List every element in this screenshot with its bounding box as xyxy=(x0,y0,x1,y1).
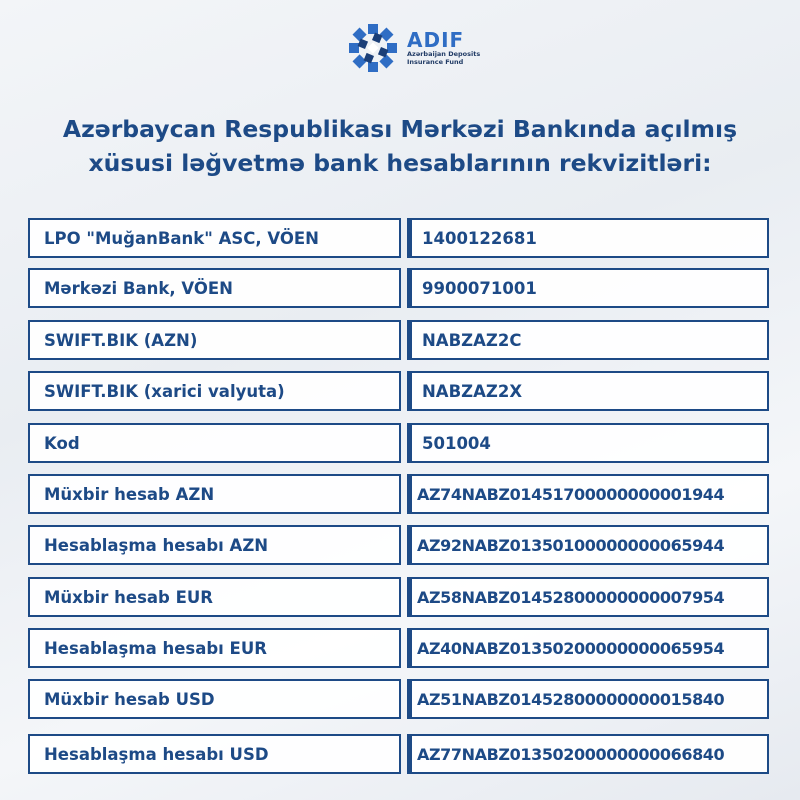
row-value: AZ92NABZ01350100000000065944 xyxy=(407,525,769,565)
page-title xyxy=(0,112,800,180)
row-label: SWIFT.BIK (AZN) xyxy=(28,320,401,360)
title-line-2: xüsusi ləğvetmə bank hesablarının rekvizitləri: xyxy=(88,149,712,177)
table-row xyxy=(28,628,771,668)
row-label: LPO "MuğanBank" ASC, VÖEN xyxy=(28,218,401,258)
table-row xyxy=(28,525,771,565)
table-row xyxy=(28,268,771,308)
row-value: AZ74NABZ01451700000000001944 xyxy=(407,474,769,514)
row-value: 501004 xyxy=(407,423,769,463)
logo-subtitle-1: Azərbaijan Deposits xyxy=(407,50,481,58)
row-value: AZ77NABZ01350200000000066840 xyxy=(407,734,769,774)
table-row xyxy=(28,218,771,258)
table-row xyxy=(28,577,771,617)
table-row xyxy=(28,734,771,774)
adif-emblem-icon xyxy=(347,22,399,74)
logo-name: ADIF xyxy=(407,28,465,52)
row-value: NABZAZ2C xyxy=(407,320,769,360)
row-value: AZ51NABZ01452800000000015840 xyxy=(407,679,769,719)
row-value: AZ40NABZ01350200000000065954 xyxy=(407,628,769,668)
row-label: Müxbir hesab EUR xyxy=(28,577,401,617)
table-row xyxy=(28,371,771,411)
row-label: Müxbir hesab AZN xyxy=(28,474,401,514)
row-label: Kod xyxy=(28,423,401,463)
row-label: Müxbir hesab USD xyxy=(28,679,401,719)
row-label: Hesablaşma hesabı USD xyxy=(28,734,401,774)
row-label: Mərkəzi Bank, VÖEN xyxy=(28,268,401,308)
row-value: AZ58NABZ01452800000000007954 xyxy=(407,577,769,617)
row-label: Hesablaşma hesabı AZN xyxy=(28,525,401,565)
table-row xyxy=(28,679,771,719)
table-row xyxy=(28,423,771,463)
row-value: 1400122681 xyxy=(407,218,769,258)
adif-logo xyxy=(347,22,480,74)
table-row xyxy=(28,320,771,360)
table-row xyxy=(28,474,771,514)
row-label: Hesablaşma hesabı EUR xyxy=(28,628,401,668)
logo-subtitle-2: Insurance Fund xyxy=(407,58,464,66)
title-line-1: Azərbaycan Respublikası Mərkəzi Bankında açılmış xyxy=(62,115,738,143)
row-label: SWIFT.BIK (xarici valyuta) xyxy=(28,371,401,411)
row-value: 9900071001 xyxy=(407,268,769,308)
row-value: NABZAZ2X xyxy=(407,371,769,411)
